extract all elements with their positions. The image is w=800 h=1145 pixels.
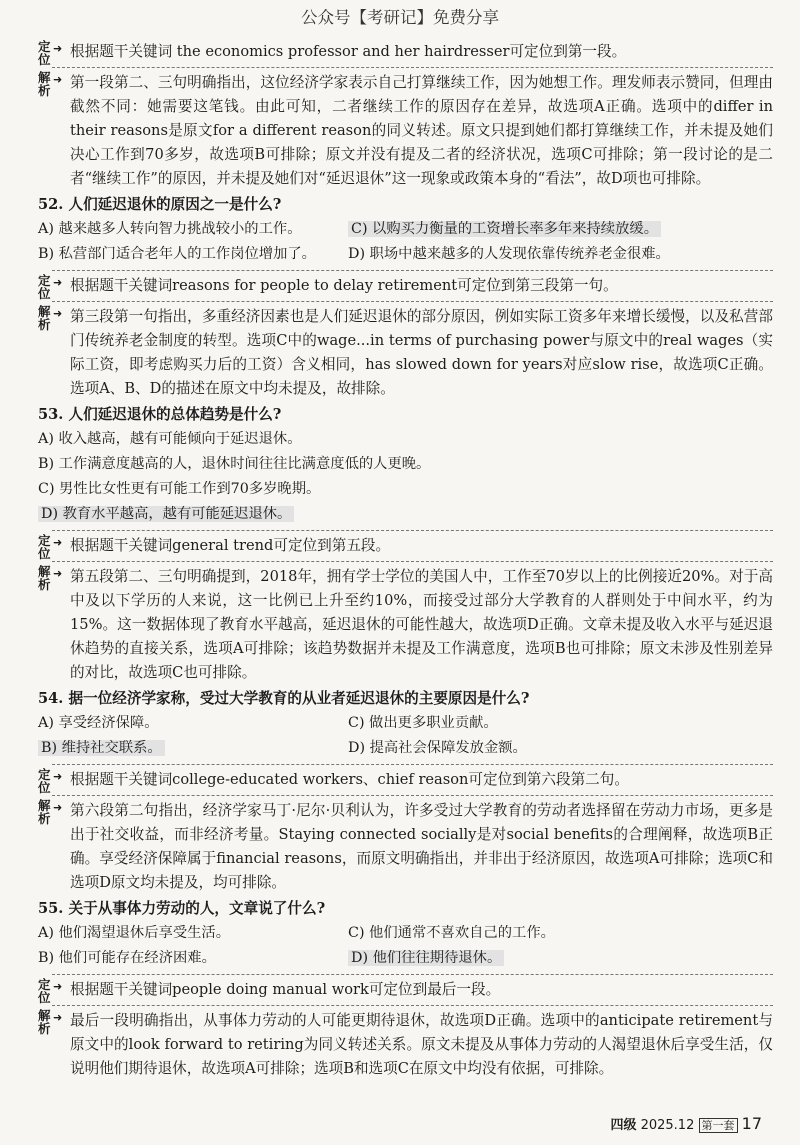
locate-label: 定位 [38,977,51,1005]
option-52-a: A) 越来越多人转向智力挑战较小的工作。 [38,221,302,237]
option-53-a: A) 收入越高，越有可能倾向于延迟退休。 [38,431,302,447]
divider [52,764,773,765]
options-54 [38,711,773,761]
analysis-text-54: 第六段第二句指出，经济学家马丁·尼尔·贝利认为，许多受过大学教育的劳动者选择留在劳动力市场，更多是出于社交收益，而非经济考量。Staying connected socially是对social benefits的合理阐释，故选项B正确。享受经济保障属于financial reasons，而原文明确指出，并非出于经济原因，故选项A可排除；选项C和选项D原文均未提及，均可排除。 [70,802,773,891]
correct-answer-highlight: B) 维持社交联系。 [38,740,165,756]
locate-row-52 [38,273,773,301]
analysis-text-53: 第五段第二、三句明确提到，2018年，拥有学士学位的美国人中，工作至70岁以上的比例接近20%。对于高中及以下学历的人来说，这一比例已上升至约10%，而接受过部分大学教育的人群则处于中间水平，约为15%。这一数据体现了教育水平越高，延迟退休的可能性越大，故选项D正确。文章未提及收入水平与延迟退休趋势的直接关系，选项A可排除；该趋势数据并未提及工作满意度，选项B也可排除；原文未涉及性别差异的对比，故选项C也可排除。 [70,568,773,681]
arrow-icon: ➜ [53,73,63,86]
arrow-icon: ➜ [53,770,63,783]
locate-text-54: 根据题干关键词college-educated workers、chief reason可定位到第六段第二句。 [70,771,629,788]
option-54-b [38,736,348,761]
divider [52,561,773,562]
exam-set: 第一套 [699,1118,738,1133]
correct-answer-highlight: C) 以购买力衡量的工资增长率多年来持续放缓。 [348,221,661,237]
option-54-c: C) 做出更多职业贡献。 [348,715,498,731]
locate-text-53: 根据题干关键词general trend可定位到第五段。 [70,537,391,554]
option-52-b: B) 私营部门适合老年人的工作岗位增加了。 [38,246,316,262]
answer-explanations [38,40,773,1081]
divider [52,270,773,271]
locate-label: 定位 [38,39,51,67]
option-52-d: D) 职场中越来越多的人发现依靠传统养老金很难。 [348,246,670,262]
arrow-icon: ➜ [53,1011,63,1024]
page-header: 公众号【考研记】免费分享 [301,8,499,27]
arrow-icon: ➜ [53,536,63,549]
arrow-icon: ➜ [53,567,63,580]
question-53: 53. 人们延迟退休的总体趋势是什么? [38,406,282,423]
options-53 [38,427,773,527]
option-53-c: C) 男性比女性更有可能工作到70多岁晚期。 [38,481,321,497]
option-52-c [348,217,768,242]
analysis-label: 解析 [38,70,51,98]
locate-text-51: 根据题干关键词 the economics professor and her hairdresser可定位到第一段。 [70,43,627,60]
option-55-b: B) 他们可能存在经济困难。 [38,950,216,966]
divider [52,530,773,531]
arrow-icon: ➜ [53,307,63,320]
arrow-icon: ➜ [53,42,63,55]
locate-text-52: 根据题干关键词reasons for people to delay retirement可定位到第三段第一句。 [70,277,618,294]
option-54-d: D) 提高社会保障发放金额。 [348,740,527,756]
divider [52,974,773,975]
question-55: 55. 关于从事体力劳动的人，文章说了什么? [38,900,326,917]
locate-label: 定位 [38,533,51,561]
option-55-a: A) 他们渴望退休后享受生活。 [38,925,231,941]
page-number: 17 [741,1114,762,1133]
arrow-icon: ➜ [53,980,63,993]
analysis-row-52 [38,305,773,401]
arrow-icon: ➜ [53,801,63,814]
page-footer [610,1114,762,1133]
question-54: 54. 据一位经济学家称，受过大学教育的从业者延迟退休的主要原因是什么? [38,690,530,707]
option-53-d [38,502,768,527]
locate-label: 定位 [38,767,51,795]
analysis-text-55: 最后一段明确指出，从事体力劳动的人可能更期待退休，故选项D正确。选项中的anticipate retirement与原文中的look forward to retiring为同义转述关系。原文未提及从事体力劳动的人渴望退休后享受生活，仅说明他们期待退休，故选项A可排除；选项B和选项C在原文中均没有依据，可排除。 [70,1012,773,1077]
analysis-text-51: 第一段第二、三句明确指出，这位经济学家表示自己打算继续工作，因为她想工作。理发师表示赞同，但理由截然不同：她需要这笔钱。由此可知，二者继续工作的原因存在差异，故选项A正确。选项中的differ in their reasons是原文for a different reason的同义转述。原文只提到她们都打算继续工作，并未提及她们决心工作到70多岁，故选项B可排除；原文并没有提及二者的经济状况，选项C可排除；第一段讨论的是二者“继续工作”的原因，并未提及她们对“延迟退休”这一现象或政策本身的“看法”，故D项也可排除。 [70,74,773,187]
option-53-b: B) 工作满意度越高的人，退休时间往往比满意度低的人更晚。 [38,456,431,472]
correct-answer-highlight: D) 教育水平越高，越有可能延迟退休。 [38,506,294,522]
arrow-icon: ➜ [53,276,63,289]
divider [52,301,773,302]
divider [52,67,773,68]
locate-row-53 [38,533,773,561]
correct-answer-highlight: D) 他们往往期待退休。 [348,950,504,966]
analysis-label: 解析 [38,798,51,826]
options-55 [38,921,773,971]
exam-issue: 2025.12 [640,1118,695,1133]
question-52: 52. 人们延迟退休的原因之一是什么? [38,196,282,213]
analysis-label: 解析 [38,564,51,592]
option-55-d [348,946,768,971]
analysis-text-52: 第三段第一句指出，多重经济因素也是人们延迟退休的部分原因，例如实际工资多年来增长缓慢，以及私营部门传统养老金制度的转型。选项C中的wage...in terms of purchasing power与原文中的real wages（实际工资，即考虑购买力后的工资）含义相同，has slowed down for years对应slow rise，故选项C正确。选项A、B、D的描述在原文中均未提及，故排除。 [70,308,773,397]
divider [52,1005,773,1006]
option-55-c: C) 他们通常不喜欢自己的工作。 [348,925,555,941]
option-54-a: A) 享受经济保障。 [38,715,159,731]
locate-row-54 [38,767,773,795]
analysis-row-53 [38,565,773,685]
locate-row-51 [38,39,773,67]
analysis-row-55 [38,1009,773,1081]
exam-level: 四级 [610,1118,637,1133]
locate-text-55: 根据题干关键词people doing manual work可定位到最后一段。 [70,981,501,998]
analysis-label: 解析 [38,304,51,332]
locate-label: 定位 [38,273,51,301]
analysis-row-54 [38,799,773,895]
options-52 [38,217,773,267]
analysis-label: 解析 [38,1008,51,1036]
locate-row-55 [38,977,773,1005]
analysis-row-51 [38,71,773,191]
divider [52,795,773,796]
